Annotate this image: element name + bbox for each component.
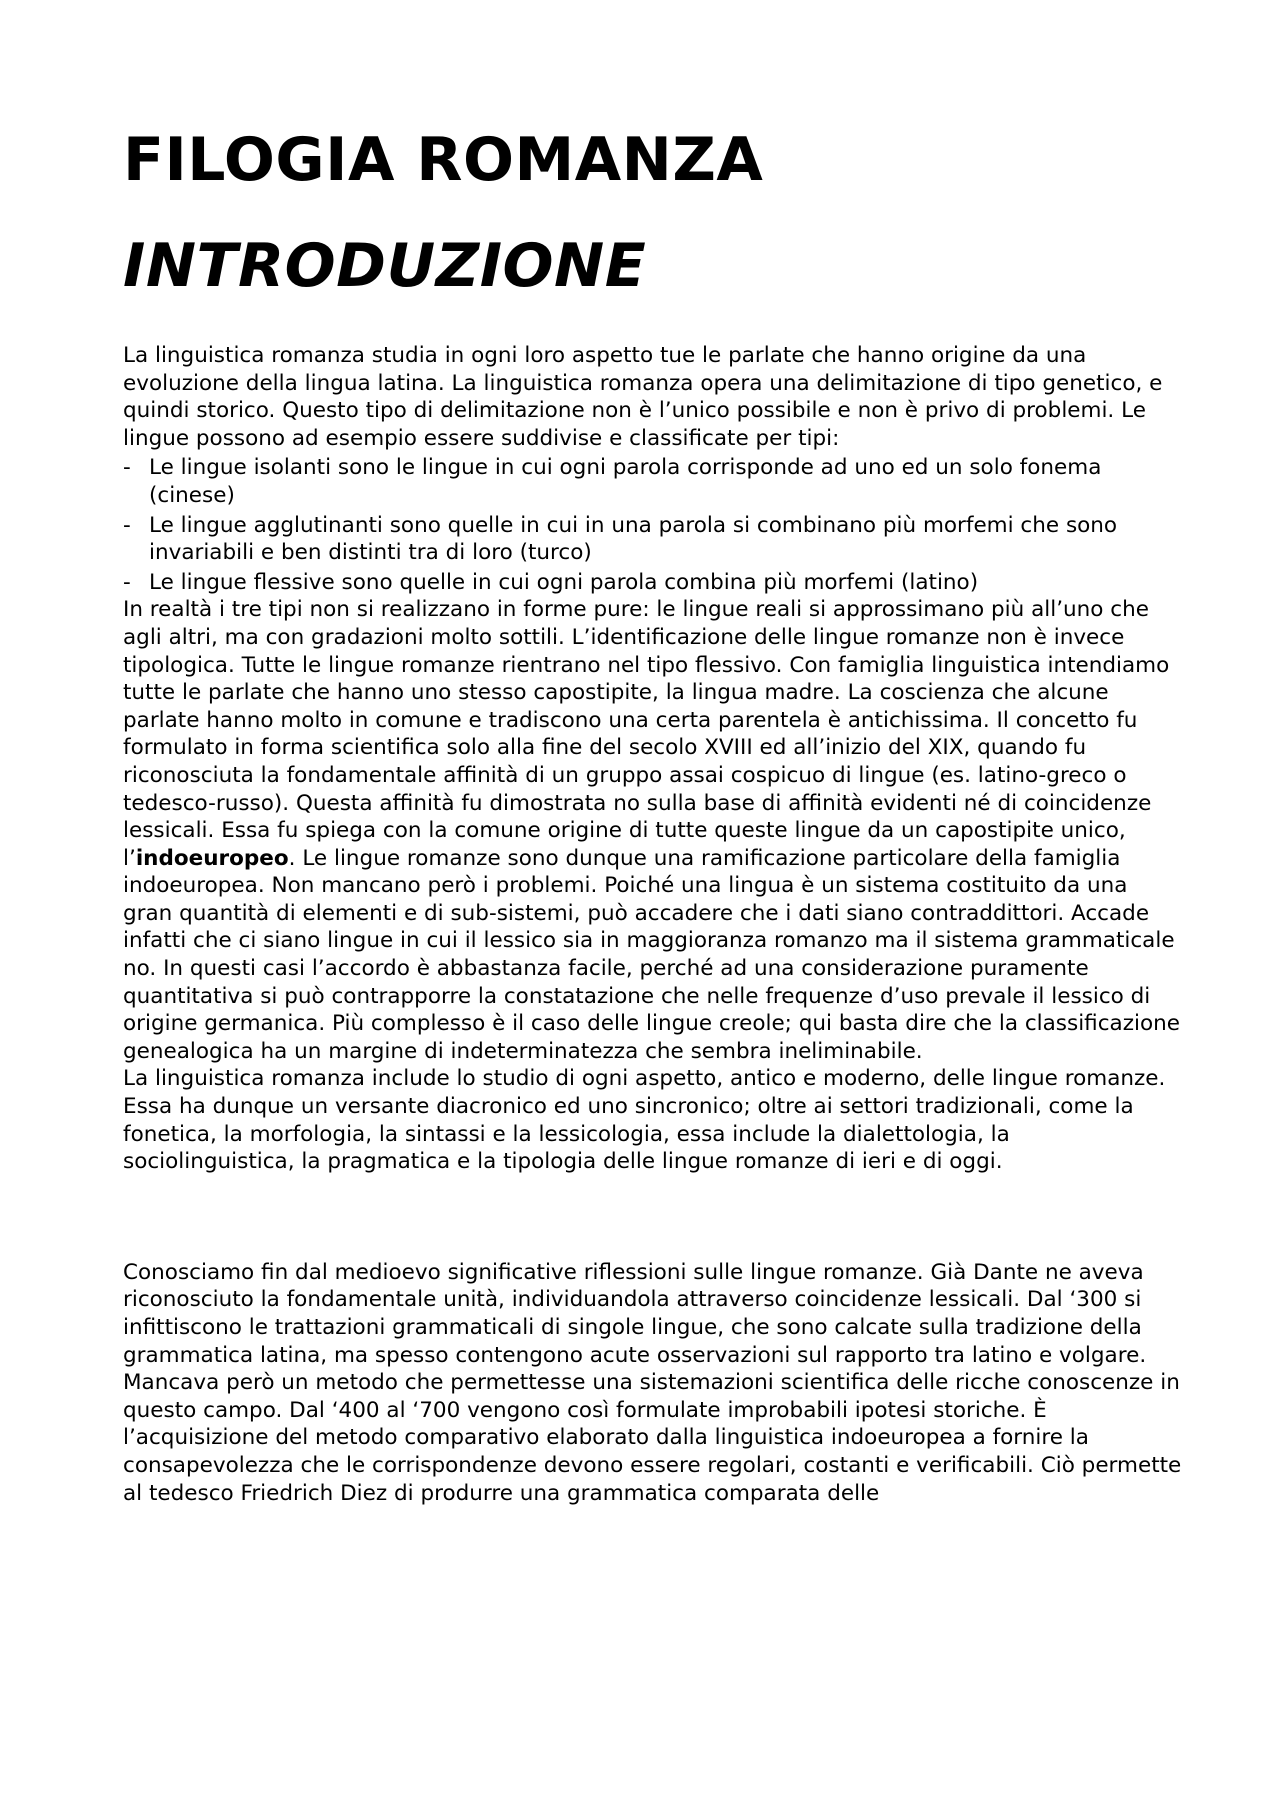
paragraph-spacer xyxy=(123,1176,1183,1259)
intro-paragraph: La linguistica romanza studia in ogni loro aspetto tue le parlate che hanno origine da una evoluzione della lingua latina. La linguistica romanza opera una delimitazione di tipo genetico, e quindi storico. Questo tipo di delimitazione non è l’unico possibile e non è privo di problemi. Le lingue possono ad esempio essere suddivise e classificate per tipi: xyxy=(123,343,1163,451)
scope-paragraph: La linguistica romanza include lo studio di ogni aspetto, antico e moderno, delle lingue romanze. Essa ha dunque un versante diacronico ed uno sincronico; oltre ai settori tradizionali, come la fonetica, la morfologia, la sintassi e la lessicologia, essa include la dialettologia, la sociolinguistica, la pragmatica e la tipologia delle lingue romanze di ieri e di oggi. xyxy=(123,1066,1166,1175)
list-dash: - xyxy=(123,455,131,481)
list-item xyxy=(123,454,1183,509)
list-item xyxy=(123,512,1183,567)
list-item-text: Le lingue agglutinanti sono quelle in cui in una parola si combinano più morfemi che sono invariabili e ben distinti tra di loro (turco) xyxy=(149,512,1118,566)
list-item-text: Le lingue flessive sono quelle in cui ogni parola combina più morfemi (latino) xyxy=(149,569,979,595)
history-paragraph: Conosciamo fin dal medioevo significative riflessioni sulle lingue romanze. Già Dante ne aveva riconosciuto la fondamentale unità, individuandola attraverso coincidenze lessicali. Dal ‘300 si infittiscono le trattazioni grammaticali di singole lingue, che sono calcate sulla tradizione della grammatica latina, ma spesso contengono acute osservazioni sul rapporto tra latino e volgare. Mancava però un metodo che permettesse una sistemazioni scientifica delle ricche conoscenze in questo campo. Dal ‘400 al ‘700 vengono così formulate improbabili ipotesi storiche. È l’acquisizione del metodo comparativo elaborato dalla linguistica indoeuropea a fornire la consapevolezza che le corrispondenze devono essere regolari, costanti e verificabili. Ciò permette al tedesco Friedrich Diez di produrre una grammatica comparata delle xyxy=(123,1259,1182,1506)
list-item xyxy=(123,569,1183,597)
list-dash: - xyxy=(123,569,131,595)
list-item-text: Le lingue isolanti sono le lingue in cui ogni parola corrisponde ad uno ed un solo fonema (cinese) xyxy=(149,455,1102,508)
section-heading-introduzione: INTRODUZIONE xyxy=(123,231,647,301)
family-paragraph-text: In realtà i tre tipi non si realizzano in forme pure: le lingue reali si approssimano più all’uno che agli altri, ma con gradazioni molto sottili. L’identificazione delle lingue romanze non è invece tipologica. Tutte le lingue romanze rientrano nel tipo flessivo. Con famiglia linguistica intendiamo tutte le parlate che hanno uno stesso capostipite, la lingua madre. La coscienza che alcune parlate hanno molto in comune e tradiscono una certa parentela è antichissima. Il concetto fu formulato in forma scientifica solo alla fine del secolo XVIII ed all’inizio del XIX, quando fu riconosciuta la fondamentale affinità di un gruppo assai cospicuo di lingue (es. latino-greco o tedesco-russo). Questa affinità fu dimostrata no sulla base di affinità evidenti né di coincidenze lessicali. Essa fu spiega con la comune origine di tutte queste lingue da un capostipite unico, l’ xyxy=(123,597,1170,871)
family-paragraph xyxy=(123,596,1183,1065)
list-dash: - xyxy=(123,512,131,538)
document-title: FILOGIA ROMANZA xyxy=(123,125,764,195)
language-types-list xyxy=(123,454,1183,596)
indoeuropeo-bold-term: indoeuropeo xyxy=(135,845,289,871)
family-paragraph-continuation: . Le lingue romanze sono dunque una ramificazione particolare della famiglia indoeuropea. Non mancano però i problemi. Poiché una lingua è un sistema costituito da una gran quantità di elementi e di sub-sistemi, può accadere che i dati siano contraddittori. Accade infatti che ci siano lingue in cui il lessico sia in maggioranza romanzo ma il sistema grammaticale no. In questi casi l’accordo è abbastanza facile, perché ad una considerazione puramente quantitativa si può contrapporre la constatazione che nelle frequenze d’uso prevale il lessico di origine germanica. Più complesso è il caso delle lingue creole; qui basta dire che la classificazione genealogica ha un margine di indeterminatezza che sembra ineliminabile. xyxy=(123,845,1180,1064)
document-page xyxy=(123,120,1183,1507)
